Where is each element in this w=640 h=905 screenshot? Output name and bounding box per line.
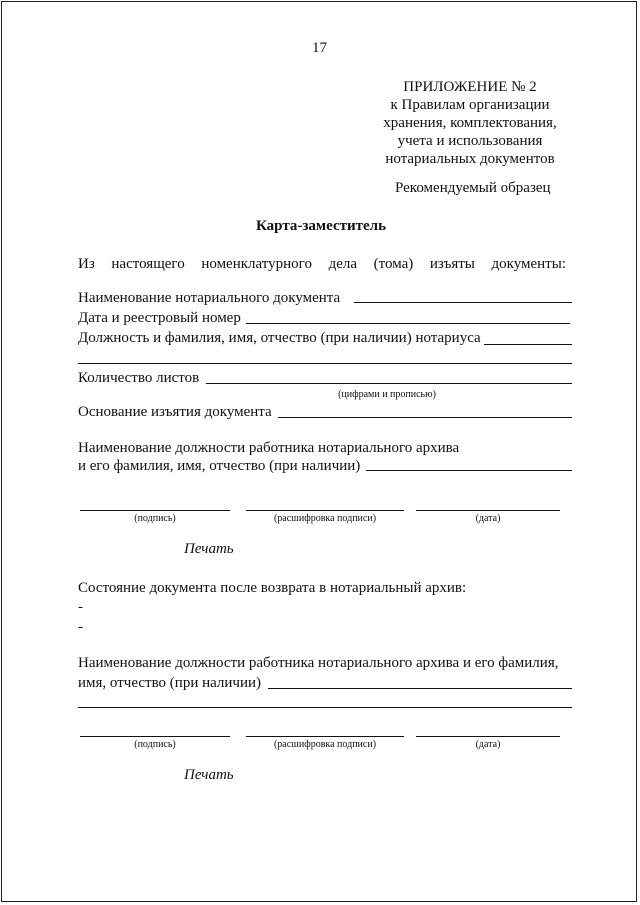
dash-item-2: - xyxy=(78,619,83,635)
appendix-line-4: нотариальных документов xyxy=(385,151,555,167)
appendix-title: ПРИЛОЖЕНИЕ № 2 xyxy=(403,79,537,95)
signature-decode-caption-2: (расшифровка подписи) xyxy=(273,739,377,750)
page-number: 17 xyxy=(312,40,327,56)
date-reg-fill-line[interactable] xyxy=(246,323,570,324)
archive-worker-fill-line[interactable] xyxy=(366,470,572,471)
archive-worker-full-fill-line[interactable] xyxy=(268,688,572,689)
doc-name-fill-line[interactable] xyxy=(354,302,572,303)
appendix-line-3: учета и использования xyxy=(397,133,543,149)
archive-worker-label-2: и его фамилия, имя, отчество (при наличии) xyxy=(78,458,361,474)
intro-word: настоящего xyxy=(111,256,185,272)
archive-worker-full-fill-line-2[interactable] xyxy=(78,707,572,708)
archive-worker-full-label-1: Наименование должности работника нотариального архива и его фамилия, xyxy=(78,655,559,671)
signature-line-1[interactable] xyxy=(80,510,230,511)
signature-date-caption-2: (дата) xyxy=(475,739,501,750)
notary-position-label: Должность и фамилия, имя, отчество (при наличии) нотариуса xyxy=(78,330,481,346)
intro-word: документы: xyxy=(491,256,566,272)
signature-line-2[interactable] xyxy=(80,736,230,737)
notary-position-fill-line-2[interactable] xyxy=(78,363,572,364)
intro-row xyxy=(78,256,566,273)
dash-item-1: - xyxy=(78,599,83,615)
intro-word: (тома) xyxy=(373,256,414,272)
signature-caption-2: (подпись) xyxy=(134,739,176,750)
sheets-fill-line[interactable] xyxy=(206,383,572,384)
sheets-label: Количество листов xyxy=(78,370,200,386)
recommended-sample-label: Рекомендуемый образец xyxy=(395,180,551,196)
archive-worker-full-label-2: имя, отчество (при наличии) xyxy=(78,675,262,691)
appendix-line-2: хранения, комплектования, xyxy=(383,115,557,131)
state-after-return-label: Состояние документа после возврата в нотариальный архив: xyxy=(78,580,467,596)
signature-date-line-1[interactable] xyxy=(416,510,560,511)
intro-word: номенклатурного xyxy=(201,256,312,272)
signature-decode-caption-1: (расшифровка подписи) xyxy=(273,513,377,524)
stamp-label-2: Печать xyxy=(184,767,234,783)
date-reg-label: Дата и реестровый номер xyxy=(78,310,241,326)
appendix-line-1: к Правилам организации xyxy=(390,97,550,113)
withdraw-basis-fill-line[interactable] xyxy=(278,417,572,418)
intro-word: изъяты xyxy=(429,256,475,272)
doc-name-label: Наименование нотариального документа xyxy=(78,290,341,306)
signature-decode-line-1[interactable] xyxy=(246,510,404,511)
appendix-block xyxy=(360,78,580,168)
signature-decode-line-2[interactable] xyxy=(246,736,404,737)
archive-worker-label-1: Наименование должности работника нотариального архива xyxy=(78,440,460,456)
withdraw-basis-label: Основание изъятия документа xyxy=(78,404,272,420)
intro-word: дела xyxy=(328,256,358,272)
signature-caption-1: (подпись) xyxy=(134,513,176,524)
signature-date-caption-1: (дата) xyxy=(475,513,501,524)
signature-date-line-2[interactable] xyxy=(416,736,560,737)
notary-position-fill-line[interactable] xyxy=(484,344,572,345)
sheets-hint: (цифрами и прописью) xyxy=(338,389,436,400)
card-title: Карта-заместитель xyxy=(256,218,386,234)
stamp-label-1: Печать xyxy=(184,541,234,557)
intro-word: Из xyxy=(78,256,95,272)
